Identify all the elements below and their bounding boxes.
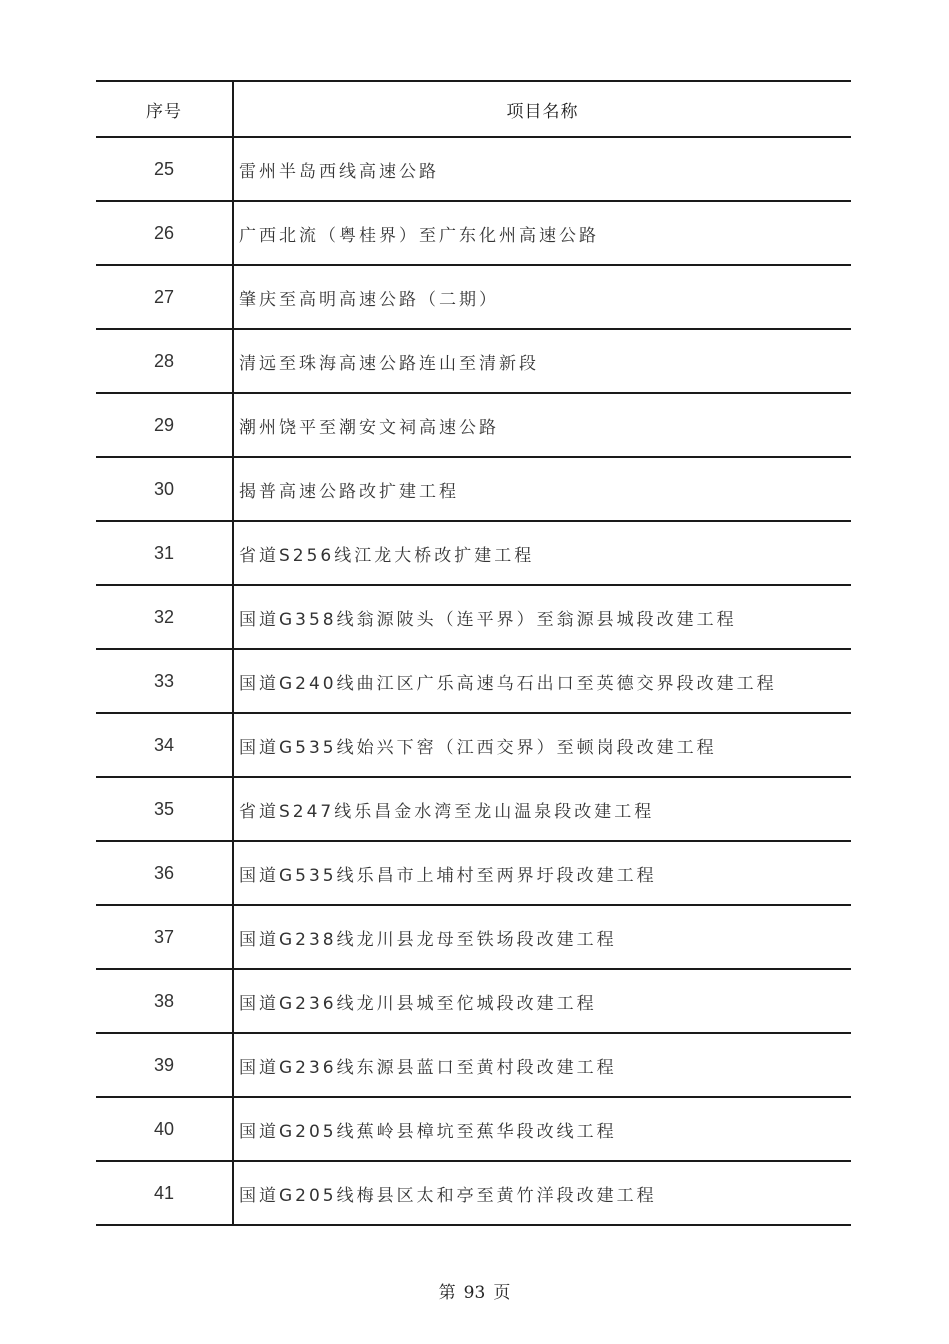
row-project-name: 肇庆至高明高速公路（二期） bbox=[233, 265, 851, 329]
row-project-name: 国道G535线始兴下窖（江西交界）至顿岗段改建工程 bbox=[233, 713, 851, 777]
table-row bbox=[96, 585, 851, 649]
row-project-name: 国道G205线蕉岭县樟坑至蕉华段改线工程 bbox=[233, 1097, 851, 1161]
table-row bbox=[96, 521, 851, 585]
row-project-name: 国道G358线翁源陂头（连平界）至翁源县城段改建工程 bbox=[233, 585, 851, 649]
table-row bbox=[96, 777, 851, 841]
row-number: 39 bbox=[96, 1033, 233, 1097]
row-number: 25 bbox=[96, 137, 233, 201]
project-table bbox=[96, 80, 851, 1226]
row-number: 36 bbox=[96, 841, 233, 905]
row-project-name: 国道G236线东源县蓝口至黄村段改建工程 bbox=[233, 1033, 851, 1097]
row-project-name: 国道G535线乐昌市上埔村至两界圩段改建工程 bbox=[233, 841, 851, 905]
table-row bbox=[96, 1161, 851, 1225]
row-number: 27 bbox=[96, 265, 233, 329]
table-row bbox=[96, 649, 851, 713]
row-project-name: 广西北流（粤桂界）至广东化州高速公路 bbox=[233, 201, 851, 265]
table-row bbox=[96, 713, 851, 777]
table-row bbox=[96, 393, 851, 457]
table-row bbox=[96, 329, 851, 393]
row-project-name: 清远至珠海高速公路连山至清新段 bbox=[233, 329, 851, 393]
header-number: 序号 bbox=[96, 81, 233, 137]
table-row bbox=[96, 841, 851, 905]
row-project-name: 潮州饶平至潮安文祠高速公路 bbox=[233, 393, 851, 457]
row-project-name: 国道G205线梅县区太和亭至黄竹洋段改建工程 bbox=[233, 1161, 851, 1225]
row-number: 40 bbox=[96, 1097, 233, 1161]
row-number: 38 bbox=[96, 969, 233, 1033]
table-row bbox=[96, 969, 851, 1033]
row-number: 37 bbox=[96, 905, 233, 969]
table-row bbox=[96, 265, 851, 329]
row-project-name: 揭普高速公路改扩建工程 bbox=[233, 457, 851, 521]
table-header-row bbox=[96, 81, 851, 137]
row-number: 41 bbox=[96, 1161, 233, 1225]
table-row bbox=[96, 201, 851, 265]
row-project-name: 国道G238线龙川县龙母至铁场段改建工程 bbox=[233, 905, 851, 969]
row-number: 30 bbox=[96, 457, 233, 521]
row-project-name: 雷州半岛西线高速公路 bbox=[233, 137, 851, 201]
row-number: 29 bbox=[96, 393, 233, 457]
row-number: 28 bbox=[96, 329, 233, 393]
table-row bbox=[96, 137, 851, 201]
table-body bbox=[96, 137, 851, 1225]
page-footer bbox=[0, 1278, 949, 1303]
row-project-name: 国道G240线曲江区广乐高速乌石出口至英德交界段改建工程 bbox=[233, 649, 851, 713]
row-number: 35 bbox=[96, 777, 233, 841]
table-row bbox=[96, 1097, 851, 1161]
row-number: 32 bbox=[96, 585, 233, 649]
header-project-name: 项目名称 bbox=[233, 81, 851, 137]
page-number: 93 bbox=[463, 1283, 486, 1303]
row-number: 31 bbox=[96, 521, 233, 585]
table-row bbox=[96, 1033, 851, 1097]
row-number: 26 bbox=[96, 201, 233, 265]
row-project-name: 省道S247线乐昌金水湾至龙山温泉段改建工程 bbox=[233, 777, 851, 841]
row-number: 33 bbox=[96, 649, 233, 713]
table-row bbox=[96, 905, 851, 969]
row-project-name: 国道G236线龙川县城至佗城段改建工程 bbox=[233, 969, 851, 1033]
table-row bbox=[96, 457, 851, 521]
page-prefix: 第 bbox=[438, 1283, 456, 1303]
page-suffix: 页 bbox=[493, 1283, 511, 1303]
row-project-name: 省道S256线江龙大桥改扩建工程 bbox=[233, 521, 851, 585]
row-number: 34 bbox=[96, 713, 233, 777]
